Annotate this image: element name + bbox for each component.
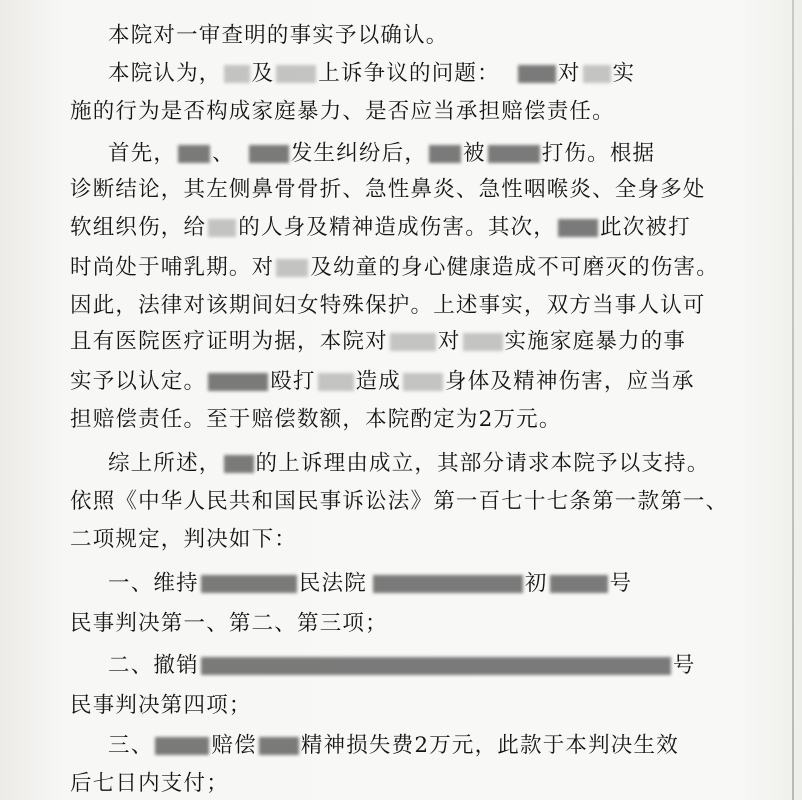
text-segment: 一、维持 bbox=[108, 571, 199, 596]
redaction-block bbox=[208, 219, 236, 237]
text-segment: 担赔偿责任。至于赔偿数额，本院酌定为2万元。 bbox=[70, 407, 562, 432]
redaction-block bbox=[390, 333, 436, 351]
redaction-block bbox=[518, 65, 556, 83]
text-segment: 因此，法律对该期间妇女特殊保护。上述事实，双方当事人认可 bbox=[70, 293, 706, 318]
redaction-block bbox=[259, 737, 299, 755]
text-line-19 bbox=[0, 728, 802, 764]
redaction-block bbox=[155, 737, 209, 755]
text-segment: 发生纠纷后， bbox=[290, 141, 428, 166]
text-segment: 被 bbox=[463, 141, 486, 166]
redaction-block bbox=[276, 259, 308, 277]
text-segment: 身体及精神伤害，应当承 bbox=[445, 369, 695, 394]
text-line-15 bbox=[0, 566, 802, 602]
text-segment: 首先， bbox=[108, 141, 177, 166]
redaction-block bbox=[224, 455, 254, 473]
text-segment: 赔偿 bbox=[211, 733, 257, 758]
redaction-block bbox=[208, 373, 268, 391]
text-line-20 bbox=[0, 766, 802, 800]
text-segment: 本院认为， bbox=[108, 61, 222, 86]
text-line-1 bbox=[0, 18, 802, 54]
text-segment: 实予以认定。 bbox=[70, 369, 207, 394]
text-segment: 二项规定，判决如下： bbox=[70, 527, 298, 552]
redaction-block bbox=[558, 219, 598, 237]
redaction-block bbox=[249, 145, 289, 163]
text-segment: 此次被打 bbox=[600, 215, 691, 240]
text-segment: 打伤。根据 bbox=[541, 141, 656, 166]
text-segment: 及 bbox=[251, 61, 275, 86]
redaction-block bbox=[463, 333, 503, 351]
redaction-block bbox=[429, 145, 461, 163]
text-line-4 bbox=[0, 136, 802, 172]
text-segment: 初 bbox=[524, 571, 548, 596]
text-segment: 号 bbox=[672, 653, 696, 678]
text-segment: 、 bbox=[212, 141, 235, 166]
text-segment: 三、 bbox=[108, 733, 154, 758]
text-segment: 及幼童的身心健康造成不可磨灭的伤害。 bbox=[310, 255, 719, 280]
text-line-8 bbox=[0, 288, 802, 324]
text-segment: 民事判决第四项； bbox=[70, 693, 252, 718]
redaction-block bbox=[276, 65, 316, 83]
text-segment: 精神损失费2万元，此款于本判决生效 bbox=[300, 733, 679, 758]
redaction-block bbox=[178, 145, 210, 163]
text-segment: 造成 bbox=[355, 369, 402, 394]
redaction-block bbox=[201, 657, 671, 675]
text-segment: 民法院 bbox=[298, 571, 367, 596]
text-line-14 bbox=[0, 522, 802, 558]
text-segment: 依照《中华人民共和国民事诉讼法》第一百七十七条第一款第一、 bbox=[70, 489, 729, 514]
redaction-block bbox=[550, 575, 608, 593]
text-line-7 bbox=[0, 250, 802, 286]
redaction-block bbox=[318, 373, 354, 391]
text-line-13 bbox=[0, 484, 802, 520]
redaction-block bbox=[488, 145, 540, 163]
text-line-2 bbox=[0, 56, 802, 92]
text-segment: 诊断结论，其左侧鼻骨骨折、急性鼻炎、急性咽喉炎、全身多处 bbox=[70, 177, 706, 202]
text-segment: 综上所述， bbox=[108, 451, 222, 476]
text-segment: 施的行为是否构成家庭暴力、是否应当承担赔偿责任。 bbox=[70, 99, 615, 124]
text-line-12 bbox=[0, 446, 802, 482]
redaction-block bbox=[373, 575, 523, 593]
text-segment: 殴打 bbox=[270, 369, 316, 394]
text-segment: 实施家庭暴力的事 bbox=[504, 329, 687, 354]
redaction-block bbox=[583, 65, 611, 83]
redaction-block bbox=[201, 575, 297, 593]
text-line-3 bbox=[0, 94, 802, 130]
text-line-17 bbox=[0, 648, 802, 684]
text-segment: 上诉争议的问题： bbox=[318, 61, 500, 86]
text-line-5 bbox=[0, 172, 802, 208]
text-segment: 的人身及精神造成伤害。其次， bbox=[238, 215, 557, 240]
text-line-18 bbox=[0, 688, 802, 724]
text-line-10 bbox=[0, 364, 802, 400]
text-segment: 后七日内支付； bbox=[70, 771, 229, 796]
text-segment: 二、撤销 bbox=[108, 653, 199, 678]
text-segment: 且有医院医疗证明为据，本院对 bbox=[70, 329, 388, 354]
text-segment: 号 bbox=[609, 571, 633, 596]
text-line-11 bbox=[0, 402, 802, 438]
text-line-9 bbox=[0, 324, 802, 360]
text-segment: 对 bbox=[557, 61, 581, 86]
redaction-block bbox=[224, 65, 250, 83]
text-segment: 的上诉理由成立，其部分请求本院予以支持。 bbox=[255, 451, 710, 476]
text-segment: 软组织伤，给 bbox=[70, 215, 207, 240]
redaction-block bbox=[403, 373, 443, 391]
text-segment: 对 bbox=[437, 329, 461, 354]
text-line-16 bbox=[0, 606, 802, 642]
text-segment: 民事判决第一、第二、第三项； bbox=[70, 611, 388, 636]
text-line-6 bbox=[0, 210, 802, 246]
text-segment: 实 bbox=[612, 61, 636, 86]
text-segment: 本院对一审查明的事实予以确认。 bbox=[108, 23, 449, 48]
text-segment: 时尚处于哺乳期。对 bbox=[70, 255, 275, 280]
